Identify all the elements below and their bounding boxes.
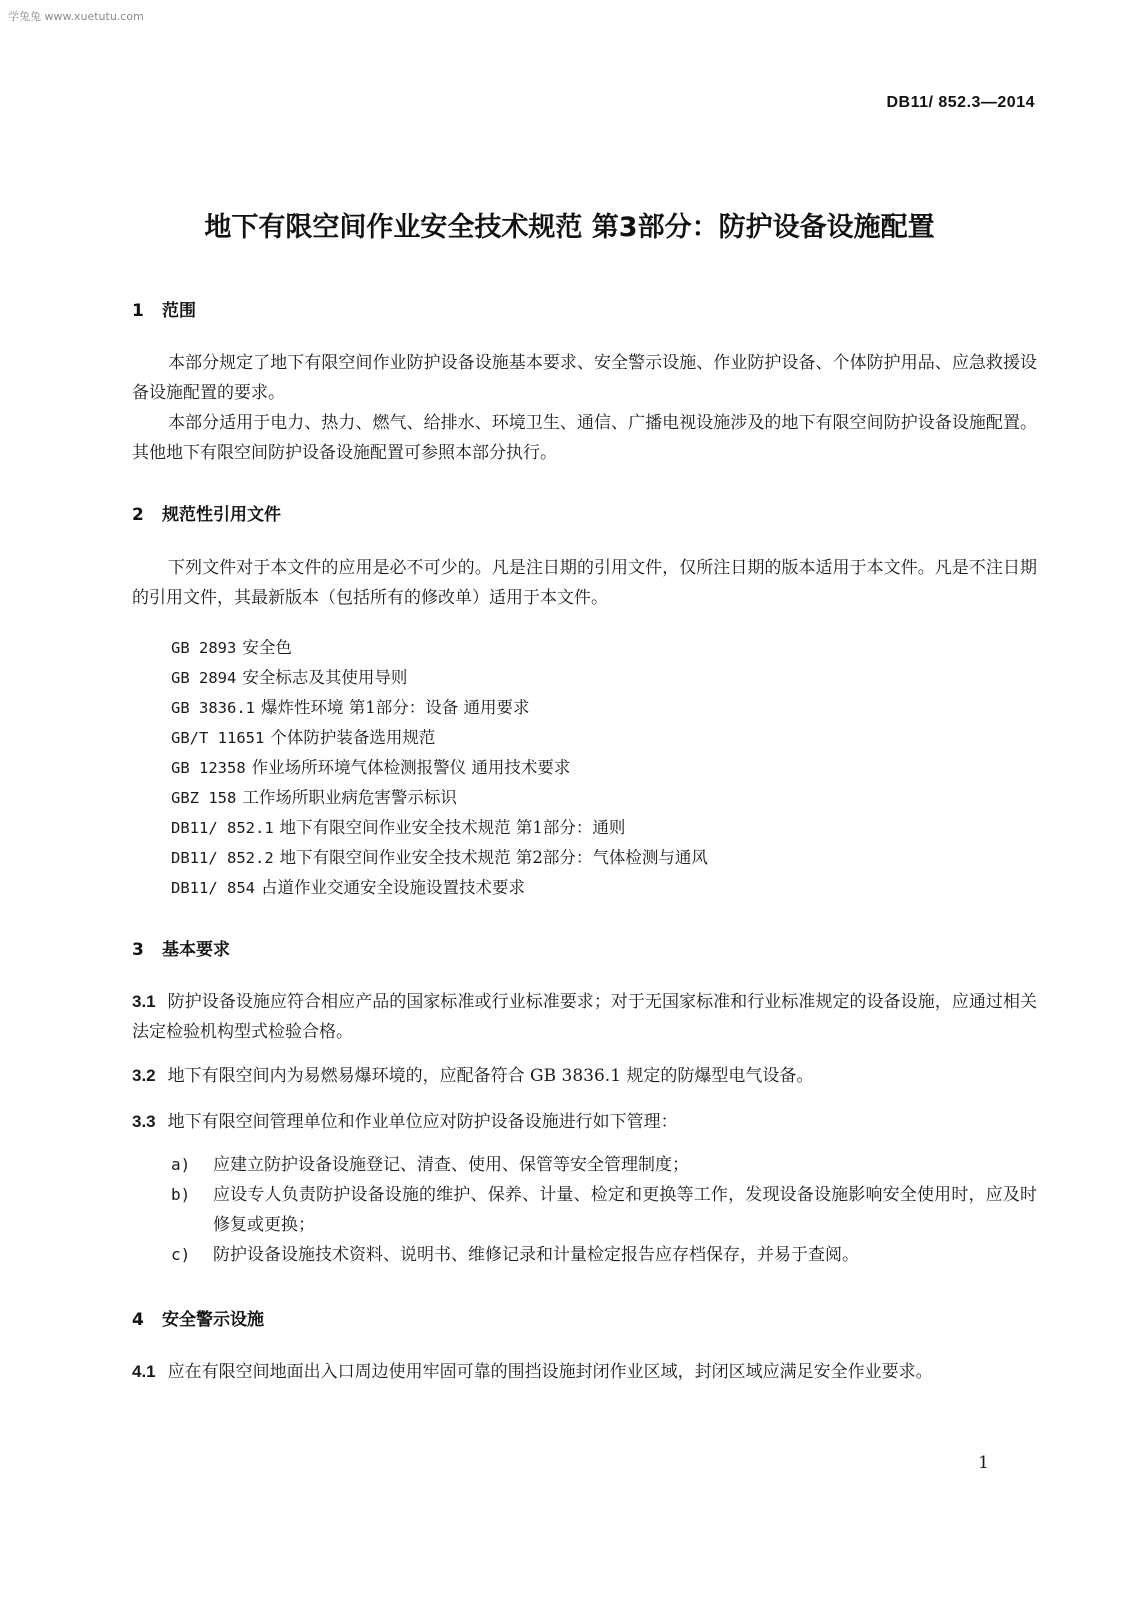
section-title: 安全警示设施 [162,1310,264,1330]
section-title: 范围 [162,301,196,321]
references-intro: 下列文件对于本文件的应用是必不可少的。凡是注日期的引用文件，仅所注日期的版本适用于本文件。凡是不注日期的引用文件，其最新版本（包括所有的修改单）适用于本文件。 [132,558,1037,608]
reference-item [171,723,708,753]
list-item [171,1150,1037,1180]
section-4-heading [132,1305,264,1330]
reference-list [171,633,708,903]
section-title: 规范性引用文件 [162,505,281,525]
scope-paragraph-2: 本部分适用于电力、热力、燃气、给排水、环境卫生、通信、广播电视设施涉及的地下有限空间防护设备设施配置。其他地下有限空间防护设备设施配置可参照本部分执行。 [132,413,1037,463]
clause-3-2 [132,1061,1037,1091]
reference-item [171,783,708,813]
list-item [171,1240,1037,1270]
reference-title: 安全标志及其使用导则 [242,668,408,687]
reference-code: GB 2893 [171,639,237,657]
list-marker: b) [171,1185,191,1204]
clause-number: 4.1 [132,1362,156,1381]
reference-item [171,753,708,783]
reference-title: 安全色 [242,638,292,657]
section-number: 3 [132,940,144,960]
reference-item [171,633,708,663]
list-item-text: 防护设备设施技术资料、说明书、维修记录和计量检定报告应存档保存，并易于查阅。 [213,1245,859,1265]
reference-item [171,813,708,843]
management-list [171,1150,1037,1270]
scope-paragraph-1: 本部分规定了地下有限空间作业防护设备设施基本要求、安全警示设施、作业防护设备、个体防护用品、应急救援设备设施配置的要求。 [132,353,1037,403]
clause-text: 地下有限空间内为易燃易爆环境的，应配备符合 GB 3836.1 规定的防爆型电气设备。 [167,1066,814,1086]
reference-item [171,843,708,873]
reference-code: GB/T 11651 [171,729,265,747]
reference-title: 爆炸性环境 第1部分：设备 通用要求 [261,698,530,717]
reference-title: 个体防护装备选用规范 [270,728,436,747]
clause-3-1 [132,987,1037,1047]
reference-title: 地下有限空间作业安全技术规范 第2部分：气体检测与通风 [279,848,708,867]
list-marker: c) [171,1245,191,1264]
reference-code: DB11/ 852.2 [171,849,274,867]
reference-item [171,693,708,723]
section-number: 4 [132,1310,144,1330]
reference-title: 工作场所职业病危害警示标识 [242,788,457,807]
clause-text: 防护设备设施应符合相应产品的国家标准或行业标准要求；对于无国家标准和行业标准规定的设备设施，应通过相关法定检验机构型式检验合格。 [132,992,1037,1042]
section-title: 基本要求 [162,940,230,960]
section-3-heading [132,935,230,960]
reference-item [171,873,708,903]
reference-code: GBZ 158 [171,789,237,807]
section-number: 1 [132,301,144,321]
clause-number: 3.1 [132,992,156,1011]
reference-title: 占道作业交通安全设施设置技术要求 [261,878,525,897]
section-2-heading [132,500,281,525]
list-item-text: 应建立防护设备设施登记、清查、使用、保管等安全管理制度； [213,1155,689,1175]
reference-title: 作业场所环境气体检测报警仪 通用技术要求 [251,758,571,777]
reference-code: DB11/ 852.1 [171,819,274,837]
reference-item [171,663,708,693]
clause-3-3 [132,1107,1037,1137]
clause-text: 地下有限空间管理单位和作业单位应对防护设备设施进行如下管理： [167,1112,678,1132]
reference-title: 地下有限空间作业安全技术规范 第1部分：通则 [279,818,626,837]
list-item [171,1180,1037,1240]
reference-code: GB 12358 [171,759,246,777]
reference-code: DB11/ 854 [171,879,255,897]
section-number: 2 [132,505,144,525]
reference-code: GB 2894 [171,669,237,687]
section-1-heading [132,296,196,321]
clause-number: 3.3 [132,1112,156,1131]
clause-4-1 [132,1357,1037,1387]
clause-number: 3.2 [132,1066,156,1085]
standard-code: DB11/ 852.3—2014 [886,94,1035,111]
list-marker: a) [171,1155,191,1174]
watermark: 学兔兔 www.xuetutu.com [8,10,144,23]
document-title: 地下有限空间作业安全技术规范 第3部分：防护设备设施配置 [204,212,935,243]
clause-text: 应在有限空间地面出入口周边使用牢固可靠的围挡设施封闭作业区域，封闭区域应满足安全作业要求。 [167,1362,933,1382]
reference-code: GB 3836.1 [171,699,255,717]
list-item-text: 应设专人负责防护设备设施的维护、保养、计量、检定和更换等工作，发现设备设施影响安全使用时，应及时修复或更换； [213,1185,1037,1235]
page-number: 1 [978,1453,989,1473]
